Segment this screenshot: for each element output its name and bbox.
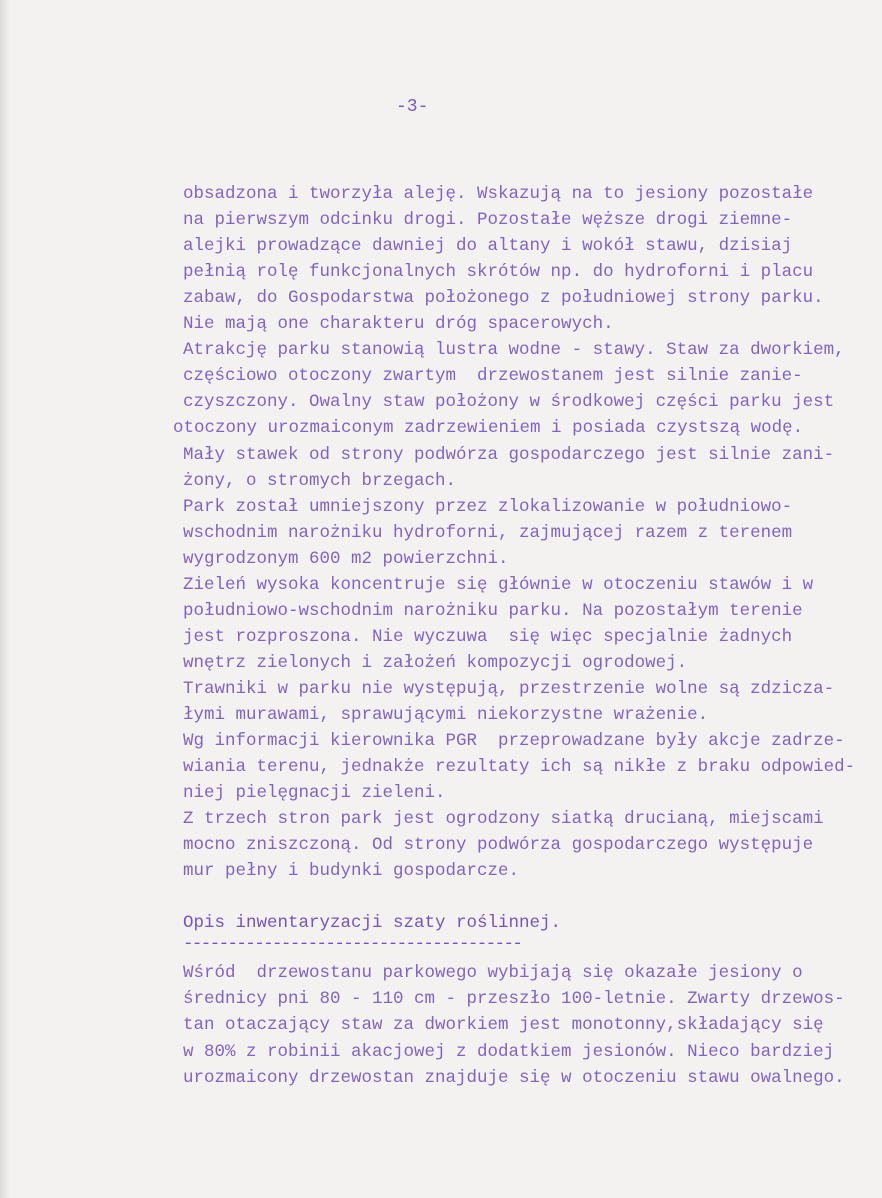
paragraph-1-line: Park został umniejszony przez zlokalizowanie w południowo- [183, 496, 793, 517]
paragraph-1-line: żony, o stromych brzegach. [183, 470, 457, 491]
paragraph-1-line: wschodnim narożniku hydroforni, zajmującej razem z terenem [183, 522, 793, 543]
section-heading: Opis inwentaryzacji szaty roślinnej. [183, 913, 562, 933]
paragraph-1-line: południowo-wschodnim narożniku parku. Na pozostałym terenie [183, 600, 803, 621]
paragraph-1-line: łymi murawami, sprawującymi niekorzystne wrażenie. [183, 705, 709, 725]
paragraph-1-line: Mały stawek od strony podwórza gospodarczego jest silnie zani- [183, 444, 835, 465]
paragraph-1-line: częściowo otoczony zwartym drzewostanem jest silnie zanie- [183, 366, 803, 387]
paragraph-1-line: niej pielęgnacji zieleni. [183, 783, 446, 804]
page-edge-shadow [0, 0, 10, 1198]
paragraph-2-line: tan otaczający staw za dworkiem jest monotonny,składający się [183, 1015, 824, 1036]
paragraph-1-line: obsadzona i tworzyła aleję. Wskazują na to jesiony pozostałe [183, 184, 814, 204]
paragraph-1-line: mur pełny i budynki gospodarcze. [183, 861, 520, 882]
paragraph-1-line: jest rozproszona. Nie wyczuwa się więc specjalnie żadnych [183, 626, 793, 647]
paragraph-2-line: w 80% z robinii akacjowej z dodatkiem jesionów. Nieco bardziej [183, 1041, 835, 1062]
paragraph-1-line: wiania terenu, jednakże rezultaty ich są nikłe z braku odpowied- [183, 757, 856, 778]
page-number: -3- [396, 97, 429, 117]
paragraph-1-line: alejki prowadzące dawniej do altany i wokół stawu, dzisiaj [183, 236, 793, 257]
paragraph-1-line: otoczony urozmaiconym zadrzewieniem i posiada czystszą wodę. [173, 418, 804, 439]
paragraph-1-line: mocno zniszczoną. Od strony podwórza gospodarczego występuje [183, 835, 814, 856]
paragraph-1-line: Atrakcję parku stanowią lustra wodne - stawy. Staw za dworkiem, [183, 340, 845, 361]
paragraph-1-line: wygrodzonym 600 m2 powierzchni. [183, 548, 509, 569]
section-heading-underline: -------------------------------------- [183, 934, 522, 954]
paragraph-1-line: Zieleń wysoka koncentruje się głównie w otoczeniu stawów i w [183, 574, 814, 595]
paragraph-1-line: Wg informacji kierownika PGR przeprowadzane były akcje zadrze- [183, 731, 845, 752]
paragraph-1-line: na pierwszym odcinku drogi. Pozostałe węższe drogi ziemne- [183, 210, 793, 231]
paragraph-2-line: urozmaicony drzewostan znajduje się w otoczeniu stawu owalnego. [183, 1067, 845, 1088]
paragraph-1-line: czyszczony. Owalny staw położony w środkowej części parku jest [183, 392, 835, 413]
paragraph-1-line: Nie mają one charakteru dróg spacerowych. [183, 314, 614, 335]
paragraph-1-line: wnętrz zielonych i założeń kompozycji ogrodowej. [183, 652, 688, 673]
paragraph-1-line: Z trzech stron park jest ogrodzony siatką drucianą, miejscami [183, 809, 824, 830]
paragraph-1-line: zabaw, do Gospodarstwa położonego z południowej strony parku. [183, 288, 824, 309]
paragraph-1-line: Trawniki w parku nie występują, przestrzenie wolne są zdzicza- [183, 678, 835, 699]
paragraph-1-line: pełnią rolę funkcjonalnych skrótów np. do hydroforni i placu [183, 262, 814, 283]
paragraph-2-line: średnicy pni 80 - 110 cm - przeszło 100-letnie. Zwarty drzewos- [183, 989, 845, 1010]
paragraph-2-line: Wśród drzewostanu parkowego wybijają się okazałe jesiony o [183, 963, 803, 983]
